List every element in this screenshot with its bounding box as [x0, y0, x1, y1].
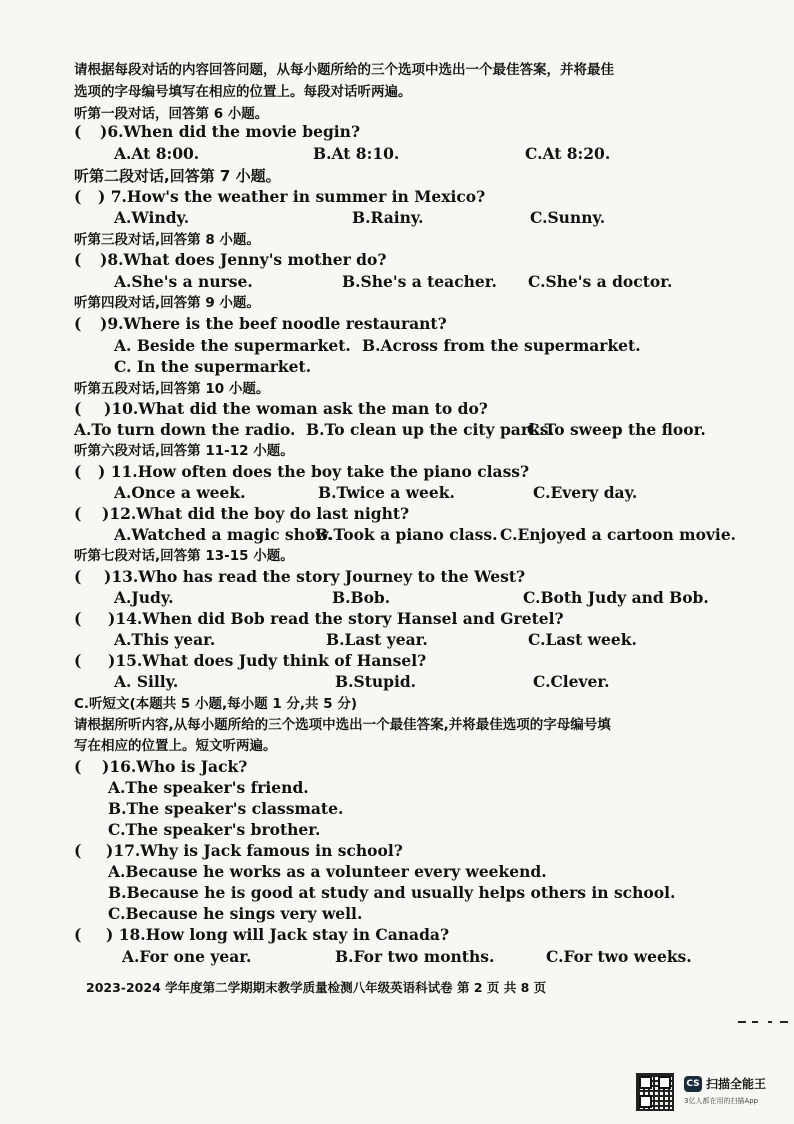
question-11: ) 11.How often does the boy take the piano class?: [98, 462, 530, 481]
question-12: )12.What did the boy do last night?: [102, 504, 410, 523]
instructions-line-1: 请根据每段对话的内容回答问题，从每小题所给的三个选项中选出一个最佳答案，并将最佳: [74, 62, 614, 78]
answer-paren-7: (: [74, 187, 82, 206]
section-4-heading: 听第四段对话,回答第 9 小题。: [74, 295, 260, 311]
q16-option-a: A.The speaker's friend.: [108, 778, 309, 797]
q13-option-b: B.Bob.: [332, 588, 391, 607]
q12-option-b: B.Took a piano class.: [315, 525, 498, 544]
question-17: )17.Why is Jack famous in school?: [106, 841, 403, 860]
q9-option-c: C. In the supermarket.: [114, 357, 312, 376]
question-6: )6.When did the movie begin?: [100, 122, 361, 141]
q8-option-a: A.She's a nurse.: [114, 272, 253, 291]
q8-option-c: C.She's a doctor.: [528, 272, 673, 291]
answer-paren-14: (: [74, 609, 82, 628]
answer-paren-12: (: [74, 504, 82, 523]
q16-option-b: B.The speaker's classmate.: [108, 799, 344, 818]
q9-option-a: A. Beside the supermarket.: [114, 336, 351, 355]
q7-option-a: A.Windy.: [114, 208, 190, 227]
q10-option-c: C.To sweep the floor.: [527, 420, 706, 439]
q15-option-b: B.Stupid.: [335, 672, 417, 691]
q11-option-b: B.Twice a week.: [318, 483, 455, 502]
section-2-heading: 听第二段对话,回答第 7 小题。: [74, 167, 281, 185]
answer-paren-17: (: [74, 841, 82, 860]
q10-option-a: A.To turn down the radio.: [74, 420, 296, 439]
q8-option-b: B.She's a teacher.: [342, 272, 497, 291]
q18-option-b: B.For two months.: [335, 947, 495, 966]
q17-option-a: A.Because he works as a volunteer every weekend.: [108, 862, 547, 881]
answer-paren-8: (: [74, 250, 82, 269]
part-c-instructions-line-2: 写在相应的位置上。短文听两遍。: [74, 738, 277, 754]
question-15: )15.What does Judy think of Hansel?: [108, 651, 427, 670]
scanner-brand-name: 扫描全能王: [706, 1077, 767, 1091]
answer-paren-18: (: [74, 925, 82, 944]
answer-paren-15: (: [74, 651, 82, 670]
section-5-heading: 听第五段对话,回答第 10 小题。: [74, 381, 270, 397]
q11-option-a: A.Once a week.: [114, 483, 246, 502]
q13-option-a: A.Judy.: [114, 588, 174, 607]
q6-option-b: B.At 8:10.: [313, 144, 400, 163]
q6-option-a: A.At 8:00.: [114, 144, 200, 163]
q18-option-c: C.For two weeks.: [546, 947, 692, 966]
q17-option-b: B.Because he is good at study and usually helps others in school.: [108, 883, 676, 902]
q12-option-a: A.Watched a magic show.: [114, 525, 333, 544]
q15-option-a: A. Silly.: [114, 672, 179, 691]
q14-option-a: A.This year.: [114, 630, 216, 649]
part-c-heading: C.听短文(本题共 5 小题,每小题 1 分,共 5 分): [74, 696, 358, 712]
answer-paren-6: (: [74, 122, 82, 141]
camscanner-logo-icon: CS: [684, 1076, 702, 1092]
q14-option-c: C.Last week.: [528, 630, 637, 649]
q9-option-b: B.Across from the supermarket.: [362, 336, 641, 355]
scan-artifact-mark: [738, 1020, 790, 1024]
scanner-tagline: 3亿人都在用的扫描App: [684, 1097, 759, 1105]
page-footer: 2023-2024 学年度第二学期期末教学质量检测八年级英语科试卷 第 2 页 共 8 页: [86, 980, 547, 995]
question-10: )10.What did the woman ask the man to do?: [104, 399, 488, 418]
question-7: ) 7.How's the weather in summer in Mexico?: [98, 187, 486, 206]
qr-code-icon: [636, 1073, 674, 1111]
question-8: )8.What does Jenny's mother do?: [100, 250, 387, 269]
q15-option-c: C.Clever.: [533, 672, 610, 691]
q10-option-b: B.To clean up the city parks.: [306, 420, 554, 439]
instructions-line-2: 选项的字母编号填写在相应的位置上。每段对话听两遍。: [74, 84, 412, 100]
answer-paren-13: (: [74, 567, 82, 586]
q18-option-a: A.For one year.: [122, 947, 252, 966]
q16-option-c: C.The speaker's brother.: [108, 820, 321, 839]
question-14: )14.When did Bob read the story Hansel and Gretel?: [108, 609, 564, 628]
q13-option-c: C.Both Judy and Bob.: [523, 588, 709, 607]
question-9: )9.Where is the beef noodle restaurant?: [100, 314, 447, 333]
q17-option-c: C.Because he sings very well.: [108, 904, 363, 923]
part-c-instructions-line-1: 请根据所听内容,从每小题所给的三个选项中选出一个最佳答案,并将最佳选项的字母编号填: [74, 717, 611, 733]
answer-paren-16: (: [74, 757, 82, 776]
question-13: )13.Who has read the story Journey to the West?: [104, 567, 526, 586]
q12-option-c: C.Enjoyed a cartoon movie.: [500, 525, 737, 544]
answer-paren-11: (: [74, 462, 82, 481]
question-16: )16.Who is Jack?: [102, 757, 248, 776]
q11-option-c: C.Every day.: [533, 483, 638, 502]
answer-paren-9: (: [74, 314, 82, 333]
q6-option-c: C.At 8:20.: [525, 144, 611, 163]
q7-option-c: C.Sunny.: [530, 208, 606, 227]
q7-option-b: B.Rainy.: [352, 208, 424, 227]
answer-paren-10: (: [74, 399, 82, 418]
section-7-heading: 听第七段对话,回答第 13-15 小题。: [74, 548, 294, 564]
section-3-heading: 听第三段对话,回答第 8 小题。: [74, 232, 260, 248]
section-1-heading: 听第一段对话，回答第 6 小题。: [74, 106, 269, 122]
question-18: ) 18.How long will Jack stay in Canada?: [106, 925, 450, 944]
q14-option-b: B.Last year.: [326, 630, 428, 649]
section-6-heading: 听第六段对话,回答第 11-12 小题。: [74, 443, 294, 459]
